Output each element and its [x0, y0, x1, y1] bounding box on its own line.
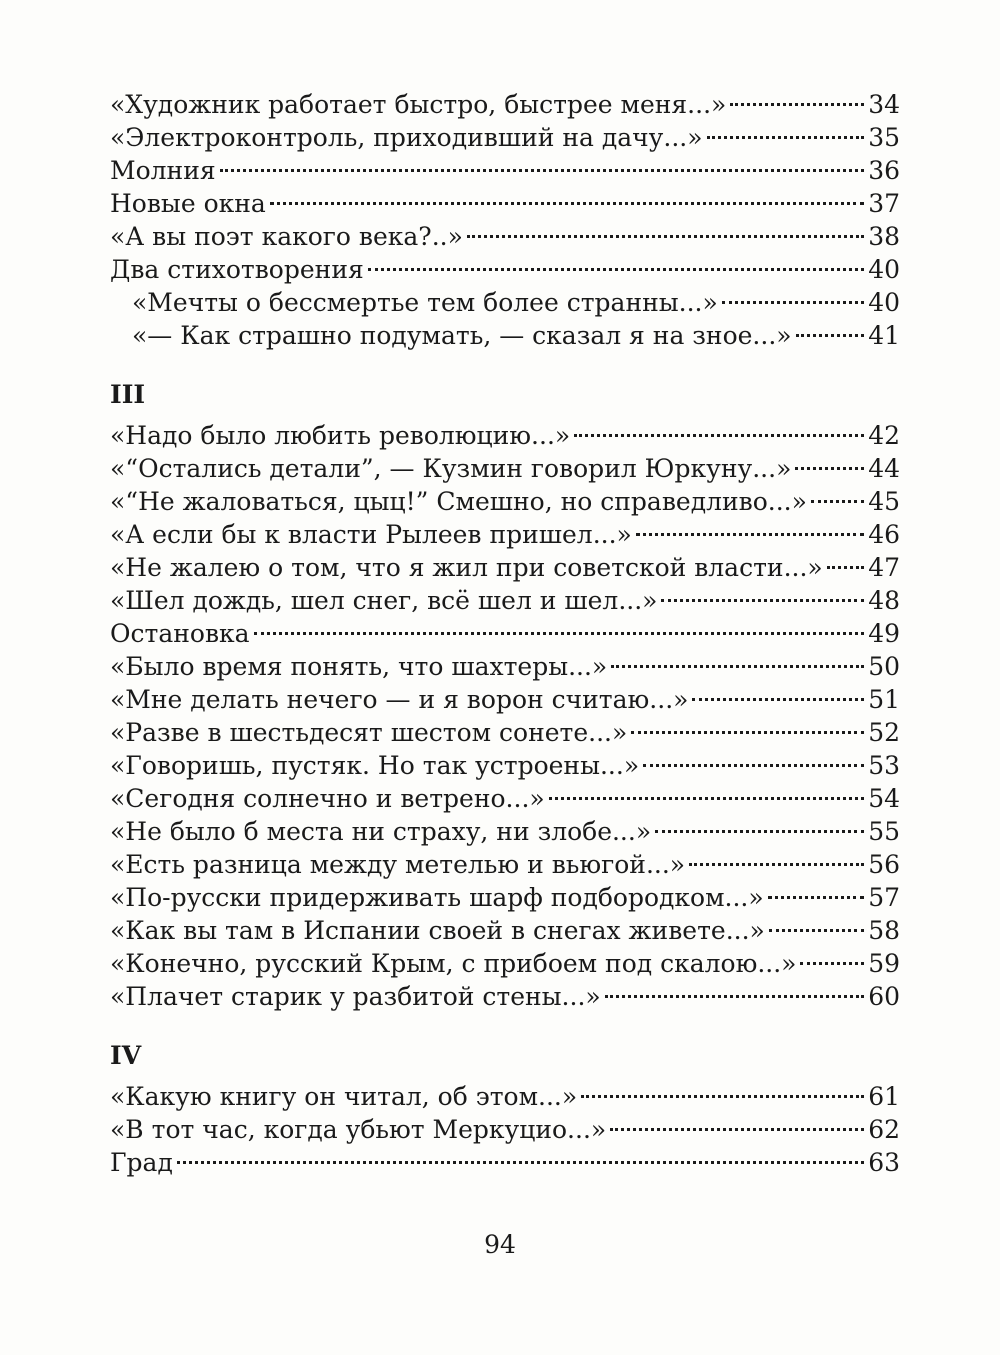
- toc-entry-title: «Какую книгу он читал, об этом...»: [110, 1082, 578, 1111]
- toc-entry-title: «Сегодня солнечно и ветрено...»: [110, 784, 545, 813]
- toc-entry-page: 56: [868, 850, 900, 879]
- dot-leader: [796, 311, 867, 344]
- toc-entry: [110, 411, 900, 450]
- toc-entry-title: «Художник работает быстро, быстрее меня...»: [110, 90, 727, 119]
- dot-leader: [574, 411, 866, 444]
- dot-leader: [220, 146, 867, 179]
- toc-entry-title: Град: [110, 1148, 173, 1177]
- dot-leader: [655, 807, 866, 840]
- section-heading: III: [110, 380, 146, 409]
- dot-leader: [636, 510, 866, 543]
- toc-entry-page: 49: [868, 619, 900, 648]
- dot-leader: [270, 179, 866, 212]
- dot-leader: [722, 278, 866, 311]
- toc-entry-title: «Не жалею о том, что я жил при советской власти...»: [110, 553, 823, 582]
- toc-entry-page: 47: [868, 553, 900, 582]
- toc-entry-page: 40: [868, 288, 900, 317]
- dot-leader: [549, 774, 867, 807]
- toc-entry-title: Новые окна: [110, 189, 266, 218]
- toc-entry-page: 36: [868, 156, 900, 185]
- toc-entry-title: «Было время понять, что шахтеры...»: [110, 652, 608, 681]
- dot-leader: [605, 972, 867, 1005]
- toc-entry-page: 38: [868, 222, 900, 251]
- toc-entry-title: «Шел дождь, шел снег, всё шел и шел...»: [110, 586, 658, 615]
- dot-leader: [611, 642, 866, 675]
- toc-entry-page: 57: [868, 883, 900, 912]
- toc-entry-page: 48: [868, 586, 900, 615]
- toc-entry-title: Остановка: [110, 619, 250, 648]
- toc-entry-page: 42: [868, 421, 900, 450]
- toc-entry-page: 41: [868, 321, 900, 350]
- dot-leader: [795, 444, 866, 477]
- toc-entry-page: 54: [868, 784, 900, 813]
- toc-entry-title: «Плачет старик у разбитой стены...»: [110, 982, 601, 1011]
- toc-entry-page: 53: [868, 751, 900, 780]
- toc-entry-title: «В тот час, когда убьют Меркуцио...»: [110, 1115, 607, 1144]
- toc-entry: [110, 146, 900, 185]
- toc-entry-title: «“Не жаловаться, цыц!” Смешно, но справедливо...»: [110, 487, 807, 516]
- toc-entry-page: 59: [868, 949, 900, 978]
- dot-leader: [707, 113, 867, 146]
- toc-entry-page: 35: [868, 123, 900, 152]
- dot-leader: [254, 609, 867, 642]
- dot-leader: [631, 708, 866, 741]
- toc-entry-page: 62: [868, 1115, 900, 1144]
- toc-entry-page: 51: [868, 685, 900, 714]
- toc-entry-title: «Электроконтроль, приходивший на дачу...»: [110, 123, 703, 152]
- dot-leader: [643, 741, 866, 774]
- toc-entry-title: «Мечты о бессмертье тем более странны...»: [132, 288, 718, 317]
- dot-leader: [177, 1138, 866, 1171]
- dot-leader: [661, 576, 866, 609]
- toc-entry-title: «Говоришь, пустяк. Но так устроены...»: [110, 751, 640, 780]
- toc-entry-page: 45: [868, 487, 900, 516]
- table-of-contents: [110, 80, 900, 1177]
- toc-entry-page: 60: [868, 982, 900, 1011]
- toc-entry-title: «По-русски придерживать шарф подбородком...»: [110, 883, 764, 912]
- dot-leader: [692, 675, 866, 708]
- toc-entry-title: «Разве в шестьдесят шестом сонете...»: [110, 718, 628, 747]
- dot-leader: [610, 1105, 866, 1138]
- dot-leader: [768, 873, 867, 906]
- section-heading: IV: [110, 1041, 142, 1070]
- toc-entry: [110, 179, 900, 218]
- dot-leader: [368, 245, 866, 278]
- toc-entry-title: Два стихотворения: [110, 255, 364, 284]
- dot-leader: [730, 80, 866, 113]
- toc-entry-page: 34: [868, 90, 900, 119]
- dot-leader: [827, 543, 866, 576]
- dot-leader: [800, 939, 866, 972]
- toc-entry-title: Молния: [110, 156, 216, 185]
- page-number: 94: [484, 1230, 516, 1259]
- toc-entry-title: «Мне делать нечего — и я ворон считаю...»: [110, 685, 689, 714]
- toc-entry: [110, 1072, 900, 1111]
- toc-entry-page: 63: [868, 1148, 900, 1177]
- toc-entry-page: 50: [868, 652, 900, 681]
- toc-entry-page: 52: [868, 718, 900, 747]
- toc-entry-title: «“Остались детали”, — Кузмин говорил Юркуну...»: [110, 454, 792, 483]
- toc-entry-page: 61: [868, 1082, 900, 1111]
- toc-entry-title: «Конечно, русский Крым, с прибоем под скалою...»: [110, 949, 797, 978]
- toc-entry: [110, 1138, 900, 1177]
- toc-entry-title: «Есть разница между метелью и вьюгой...»: [110, 850, 686, 879]
- dot-leader: [689, 840, 866, 873]
- toc-entry-page: 55: [868, 817, 900, 846]
- toc-entry-title: «Как вы там в Испании своей в снегах живете...»: [110, 916, 765, 945]
- toc-entry: [110, 80, 900, 119]
- toc-entry-page: 37: [868, 189, 900, 218]
- toc-entry-page: 44: [868, 454, 900, 483]
- dot-leader: [581, 1072, 866, 1105]
- toc-entry-title: «Надо было любить революцию...»: [110, 421, 571, 450]
- dot-leader: [769, 906, 866, 939]
- toc-entry-page: 46: [868, 520, 900, 549]
- toc-entry-title: «А вы поэт какого века?..»: [110, 222, 463, 251]
- dot-leader: [467, 212, 866, 245]
- dot-leader: [811, 477, 866, 510]
- toc-entry-page: 58: [868, 916, 900, 945]
- toc-entry-title: «Не было б места ни страху, ни злобе...»: [110, 817, 652, 846]
- toc-entry-page: 40: [868, 255, 900, 284]
- toc-entry-title: «А если бы к власти Рылеев пришел...»: [110, 520, 632, 549]
- toc-entry-title: «— Как страшно подумать, — сказал я на зное...»: [132, 321, 792, 350]
